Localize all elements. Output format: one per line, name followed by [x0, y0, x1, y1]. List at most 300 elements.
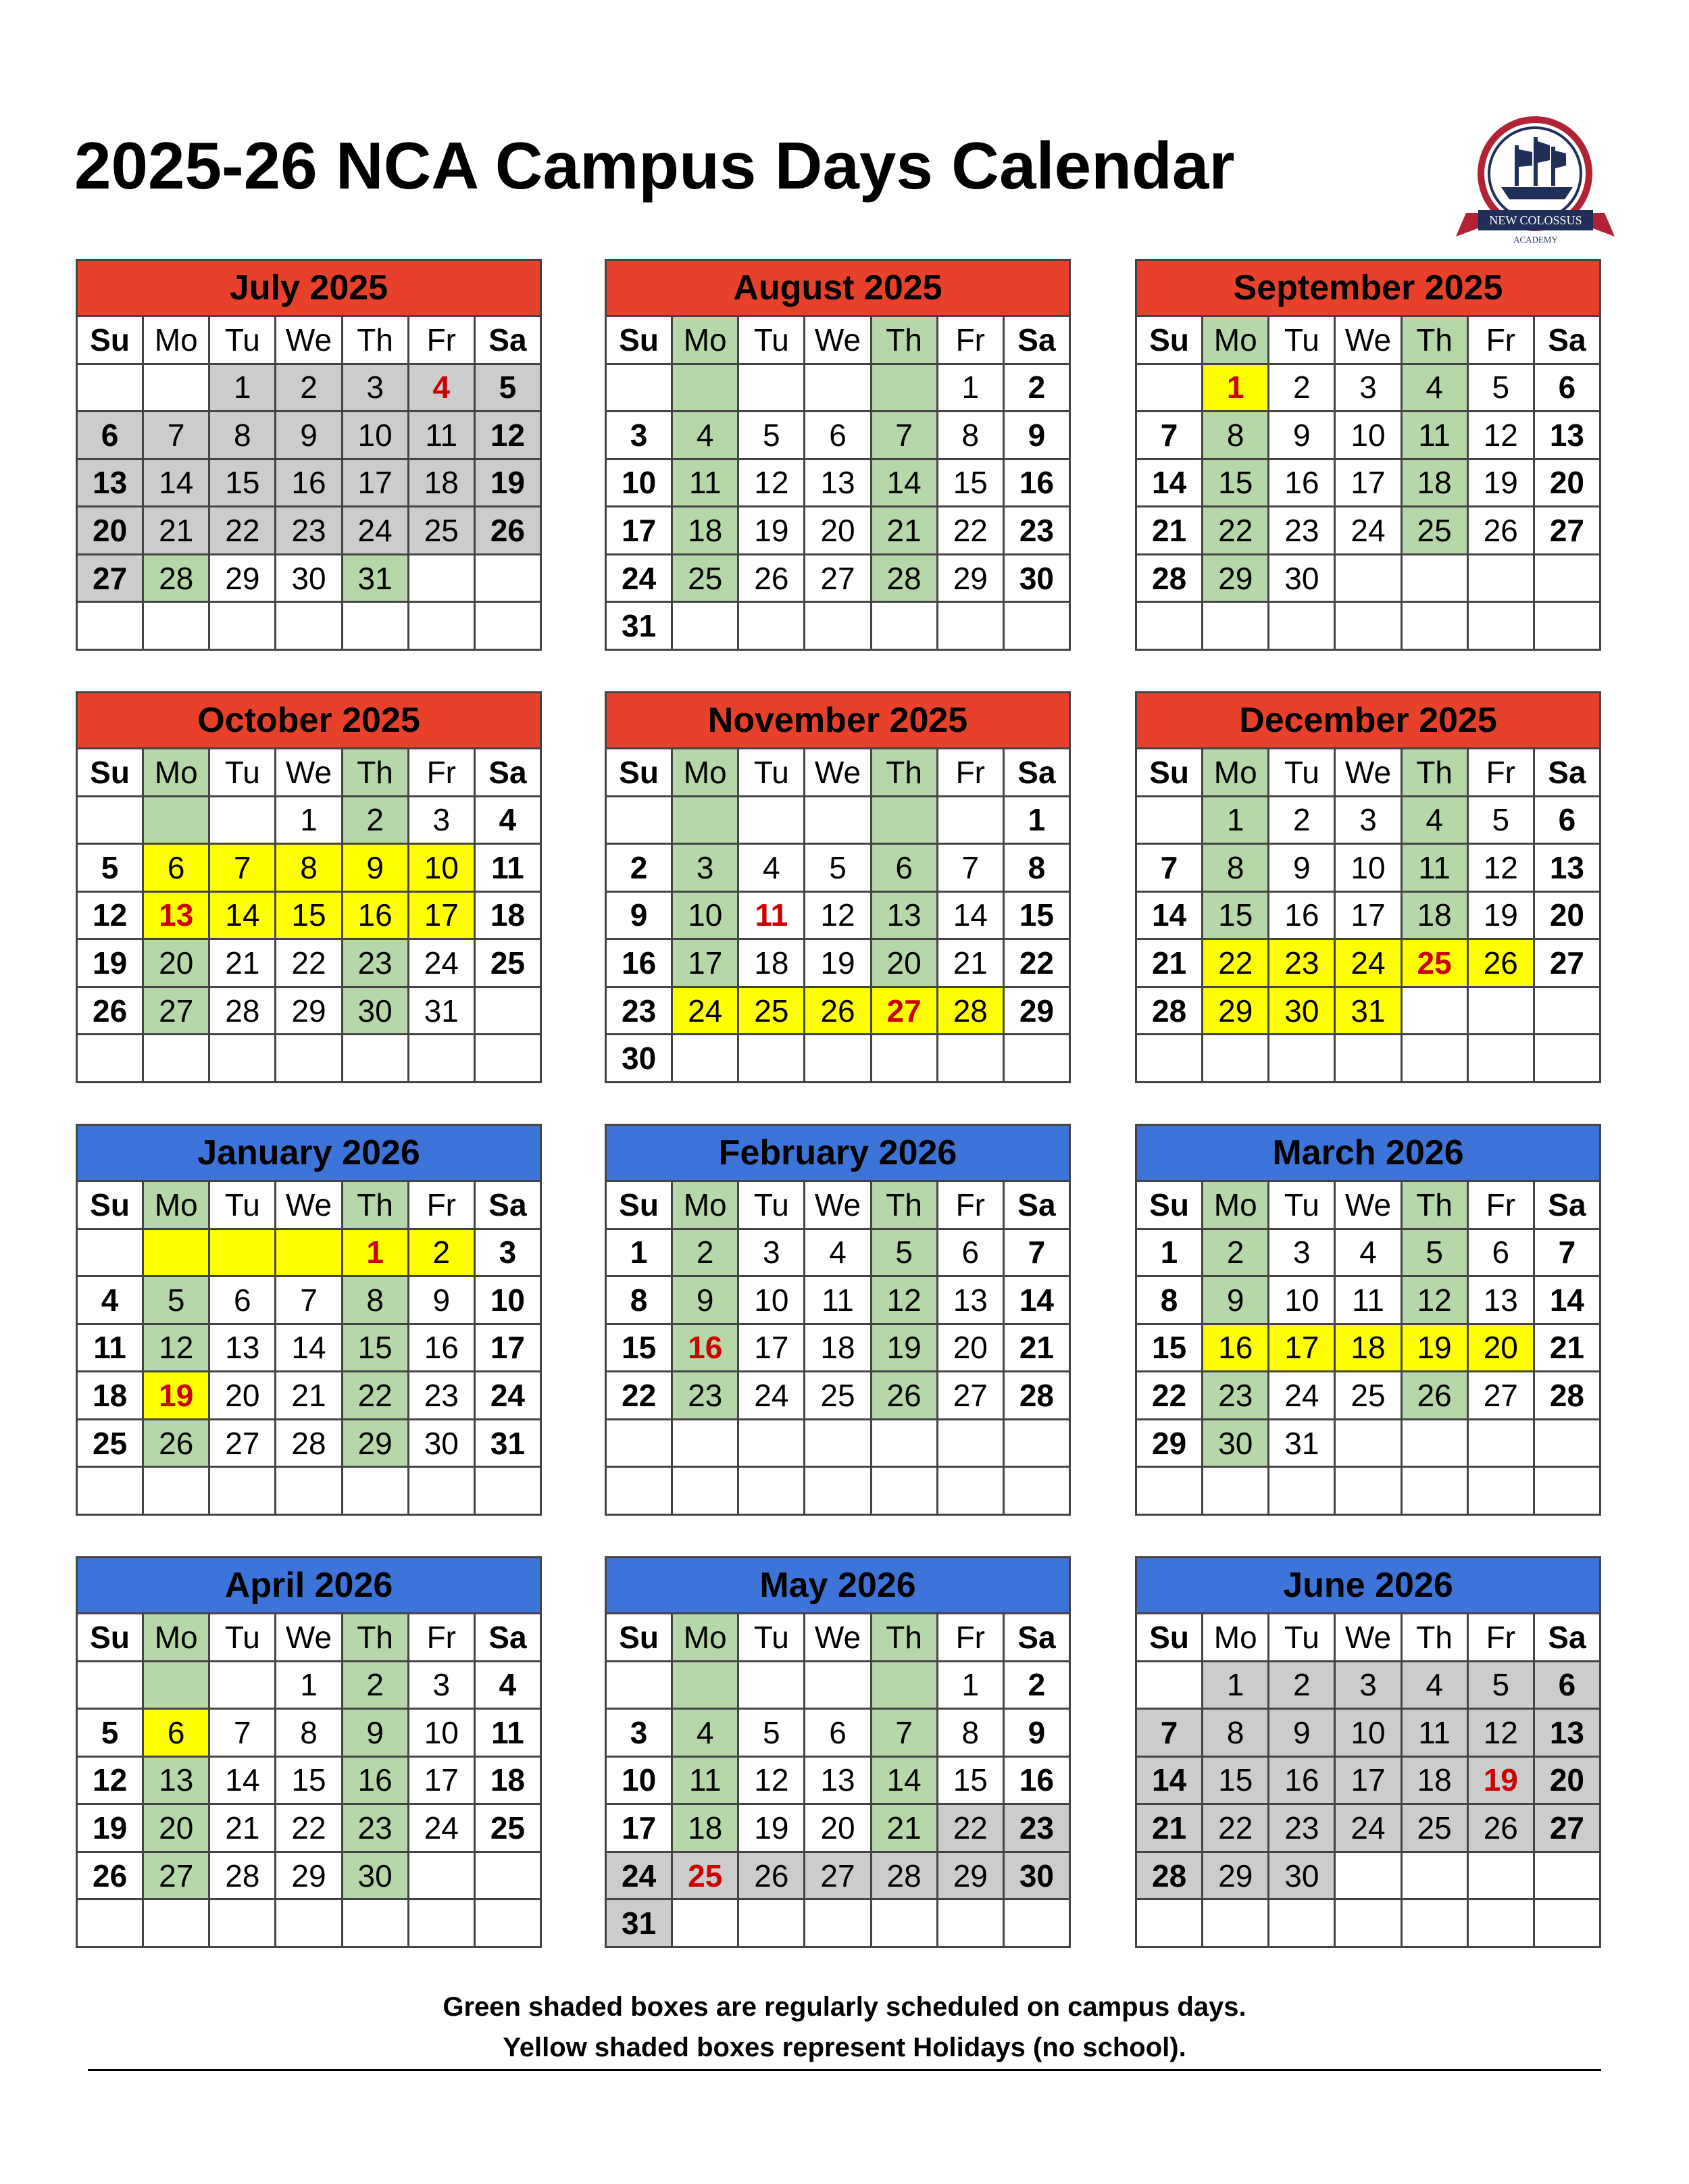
- empty-cell: [1137, 603, 1201, 649]
- empty-cell: [1469, 1420, 1533, 1466]
- day-cell: 26: [872, 1372, 936, 1418]
- day-cell: 6: [1469, 1230, 1533, 1276]
- weekday-header: Su: [1137, 1182, 1201, 1228]
- empty-cell: [872, 1900, 936, 1946]
- weekday-header: Th: [343, 749, 407, 795]
- day-cell: 13: [144, 1758, 208, 1804]
- day-cell: 15: [1137, 1325, 1201, 1371]
- weekday-header: Sa: [476, 317, 540, 363]
- empty-cell: [1269, 1035, 1334, 1081]
- weekday-header: Tu: [739, 749, 803, 795]
- weekday-header: Sa: [1535, 1614, 1599, 1660]
- day-cell: 4: [739, 845, 803, 891]
- day-cell: 21: [872, 1805, 936, 1851]
- day-cell: 24: [409, 940, 474, 986]
- empty-cell: [210, 1900, 274, 1946]
- empty-cell: [1203, 1035, 1267, 1081]
- day-cell: 20: [938, 1325, 1003, 1371]
- day-cell: 23: [1005, 507, 1069, 553]
- empty-cell: [144, 365, 208, 411]
- day-cell: 12: [805, 893, 869, 939]
- weekday-header: We: [276, 749, 341, 795]
- day-cell: 22: [1137, 1372, 1201, 1418]
- day-cell: 13: [1469, 1277, 1533, 1323]
- day-cell: 27: [1535, 940, 1599, 986]
- day-cell: 13: [1535, 412, 1599, 458]
- day-cell: 14: [1005, 1277, 1069, 1323]
- day-cell: 24: [1269, 1372, 1334, 1418]
- day-cell: 7: [276, 1277, 341, 1323]
- day-cell: 19: [739, 507, 803, 553]
- weekday-header: Su: [1137, 317, 1201, 363]
- day-cell: 2: [1269, 365, 1334, 411]
- day-cell: 15: [276, 893, 341, 939]
- weekday-header: Tu: [210, 749, 274, 795]
- day-cell: 27: [144, 1853, 208, 1899]
- day-cell: 6: [78, 412, 142, 458]
- empty-cell: [144, 1035, 208, 1081]
- day-cell: 28: [210, 988, 274, 1034]
- day-cell: 23: [1269, 507, 1334, 553]
- school-logo: [1453, 111, 1618, 257]
- day-cell: 18: [78, 1372, 142, 1418]
- day-cell: 1: [1203, 365, 1267, 411]
- day-cell: 29: [210, 555, 274, 601]
- day-cell: 5: [1469, 1662, 1533, 1708]
- empty-cell: [144, 1900, 208, 1946]
- day-cell: 14: [1137, 893, 1201, 939]
- empty-cell: [144, 603, 208, 649]
- empty-cell: [144, 1230, 208, 1276]
- day-cell: 19: [872, 1325, 936, 1371]
- day-cell: 10: [607, 1758, 671, 1804]
- weekday-header: We: [1336, 749, 1400, 795]
- empty-cell: [938, 797, 1003, 843]
- month-title: August 2025: [607, 261, 1069, 315]
- day-cell: 1: [1203, 797, 1267, 843]
- empty-cell: [1535, 988, 1599, 1034]
- day-cell: 26: [78, 1853, 142, 1899]
- weekday-header: Fr: [1469, 317, 1533, 363]
- day-cell: 12: [476, 412, 540, 458]
- day-cell: 18: [476, 1758, 540, 1804]
- month-october-2025: [76, 691, 542, 1083]
- day-cell: 10: [1336, 845, 1400, 891]
- day-cell: 23: [1269, 1805, 1334, 1851]
- day-cell: 24: [607, 1853, 671, 1899]
- day-cell: 20: [805, 507, 869, 553]
- day-cell: 25: [673, 555, 737, 601]
- empty-cell: [1005, 1468, 1069, 1514]
- day-cell: 10: [1269, 1277, 1334, 1323]
- weekday-header: Th: [1403, 1182, 1467, 1228]
- empty-cell: [1469, 988, 1533, 1034]
- empty-cell: [476, 988, 540, 1034]
- empty-cell: [276, 1900, 341, 1946]
- empty-cell: [1203, 1468, 1267, 1514]
- day-cell: 7: [210, 845, 274, 891]
- day-cell: 24: [739, 1372, 803, 1418]
- weekday-header: Sa: [1005, 749, 1069, 795]
- weekday-header: Mo: [673, 749, 737, 795]
- empty-cell: [78, 1035, 142, 1081]
- day-cell: 3: [739, 1230, 803, 1276]
- day-cell: 12: [872, 1277, 936, 1323]
- day-cell: 20: [872, 940, 936, 986]
- empty-cell: [210, 603, 274, 649]
- day-cell: 27: [210, 1420, 274, 1466]
- weekday-header: Mo: [1203, 317, 1267, 363]
- day-cell: 3: [1269, 1230, 1334, 1276]
- day-cell: 5: [1403, 1230, 1467, 1276]
- day-cell: 27: [938, 1372, 1003, 1418]
- day-cell: 4: [409, 365, 474, 411]
- weekday-header: Su: [607, 1182, 671, 1228]
- day-cell: 13: [1535, 1710, 1599, 1756]
- day-cell: 6: [210, 1277, 274, 1323]
- weekday-header: Tu: [739, 317, 803, 363]
- weekday-header: Fr: [1469, 1614, 1533, 1660]
- empty-cell: [805, 1662, 869, 1708]
- empty-cell: [673, 797, 737, 843]
- day-cell: 19: [1469, 893, 1533, 939]
- day-cell: 29: [1203, 555, 1267, 601]
- day-cell: 17: [1336, 1758, 1400, 1804]
- weekday-header: Sa: [1005, 1614, 1069, 1660]
- weekday-header: Su: [1137, 1614, 1201, 1660]
- day-cell: 21: [1137, 940, 1201, 986]
- day-cell: 2: [1269, 797, 1334, 843]
- day-cell: 5: [805, 845, 869, 891]
- empty-cell: [409, 1035, 474, 1081]
- empty-cell: [739, 603, 803, 649]
- day-cell: 4: [1403, 797, 1467, 843]
- day-cell: 15: [276, 1758, 341, 1804]
- day-cell: 24: [343, 507, 407, 553]
- weekday-header: Mo: [144, 1182, 208, 1228]
- day-cell: 8: [276, 1710, 341, 1756]
- day-cell: 5: [1469, 365, 1533, 411]
- day-cell: 28: [1137, 555, 1201, 601]
- empty-cell: [1403, 1420, 1467, 1466]
- weekday-header: Fr: [938, 1182, 1003, 1228]
- day-cell: 16: [343, 1758, 407, 1804]
- empty-cell: [607, 1420, 671, 1466]
- day-cell: 4: [673, 412, 737, 458]
- empty-cell: [1336, 1035, 1400, 1081]
- day-cell: 30: [1005, 1853, 1069, 1899]
- month-title: June 2026: [1137, 1558, 1599, 1612]
- empty-cell: [1535, 1853, 1599, 1899]
- empty-cell: [409, 1468, 474, 1514]
- empty-cell: [1535, 1900, 1599, 1946]
- day-cell: 11: [1336, 1277, 1400, 1323]
- day-cell: 7: [872, 412, 936, 458]
- divider: [88, 2069, 1601, 2071]
- empty-cell: [1203, 1900, 1267, 1946]
- month-november-2025: [605, 691, 1071, 1083]
- day-cell: 11: [673, 460, 737, 506]
- day-cell: 25: [805, 1372, 869, 1418]
- empty-cell: [607, 365, 671, 411]
- day-cell: 26: [805, 988, 869, 1034]
- month-june-2026: [1135, 1556, 1601, 1948]
- empty-cell: [78, 1468, 142, 1514]
- empty-cell: [1403, 603, 1467, 649]
- day-cell: 29: [343, 1420, 407, 1466]
- day-cell: 18: [409, 460, 474, 506]
- day-cell: 6: [144, 845, 208, 891]
- day-cell: 20: [1535, 893, 1599, 939]
- day-cell: 30: [276, 555, 341, 601]
- day-cell: 23: [343, 1805, 407, 1851]
- empty-cell: [938, 1900, 1003, 1946]
- day-cell: 1: [607, 1230, 671, 1276]
- empty-cell: [1336, 555, 1400, 601]
- empty-cell: [1535, 555, 1599, 601]
- day-cell: 16: [1269, 893, 1334, 939]
- day-cell: 4: [673, 1710, 737, 1756]
- day-cell: 5: [476, 365, 540, 411]
- month-title: March 2026: [1137, 1126, 1599, 1180]
- day-cell: 29: [1005, 988, 1069, 1034]
- day-cell: 9: [1269, 1710, 1334, 1756]
- empty-cell: [1336, 1468, 1400, 1514]
- day-cell: 9: [1005, 1710, 1069, 1756]
- day-cell: 20: [1469, 1325, 1533, 1371]
- day-cell: 11: [1403, 412, 1467, 458]
- day-cell: 5: [78, 845, 142, 891]
- month-title: September 2025: [1137, 261, 1599, 315]
- day-cell: 26: [1469, 940, 1533, 986]
- day-cell: 12: [1469, 845, 1533, 891]
- day-cell: 24: [476, 1372, 540, 1418]
- day-cell: 24: [409, 1805, 474, 1851]
- day-cell: 15: [343, 1325, 407, 1371]
- day-cell: 1: [343, 1230, 407, 1276]
- day-cell: 20: [1535, 1758, 1599, 1804]
- empty-cell: [78, 1900, 142, 1946]
- day-cell: 22: [1203, 507, 1267, 553]
- day-cell: 5: [739, 412, 803, 458]
- day-cell: 12: [1469, 1710, 1533, 1756]
- day-cell: 26: [739, 1853, 803, 1899]
- day-cell: 28: [1535, 1372, 1599, 1418]
- day-cell: 3: [343, 365, 407, 411]
- day-cell: 3: [1336, 365, 1400, 411]
- empty-cell: [276, 1468, 341, 1514]
- day-cell: 27: [805, 1853, 869, 1899]
- day-cell: 30: [607, 1035, 671, 1081]
- day-cell: 14: [210, 893, 274, 939]
- day-cell: 10: [409, 845, 474, 891]
- day-cell: 31: [1269, 1420, 1334, 1466]
- day-cell: 19: [1403, 1325, 1467, 1371]
- day-cell: 23: [1269, 940, 1334, 986]
- day-cell: 2: [607, 845, 671, 891]
- day-cell: 25: [78, 1420, 142, 1466]
- day-cell: 13: [144, 893, 208, 939]
- empty-cell: [78, 603, 142, 649]
- day-cell: 17: [343, 460, 407, 506]
- empty-cell: [343, 1468, 407, 1514]
- weekday-header: Sa: [1005, 317, 1069, 363]
- empty-cell: [805, 1468, 869, 1514]
- day-cell: 23: [673, 1372, 737, 1418]
- empty-cell: [1269, 1468, 1334, 1514]
- day-cell: 17: [673, 940, 737, 986]
- day-cell: 3: [1336, 1662, 1400, 1708]
- empty-cell: [78, 1662, 142, 1708]
- day-cell: 14: [144, 460, 208, 506]
- day-cell: 2: [276, 365, 341, 411]
- day-cell: 27: [144, 988, 208, 1034]
- month-august-2025: [605, 259, 1071, 651]
- empty-cell: [872, 603, 936, 649]
- day-cell: 15: [938, 460, 1003, 506]
- day-cell: 7: [1137, 845, 1201, 891]
- day-cell: 19: [805, 940, 869, 986]
- day-cell: 28: [872, 1853, 936, 1899]
- day-cell: 12: [78, 1758, 142, 1804]
- day-cell: 5: [144, 1277, 208, 1323]
- day-cell: 27: [1535, 1805, 1599, 1851]
- day-cell: 22: [1203, 1805, 1267, 1851]
- weekday-header: Tu: [1269, 1614, 1334, 1660]
- day-cell: 12: [1403, 1277, 1467, 1323]
- empty-cell: [1469, 603, 1533, 649]
- day-cell: 13: [805, 460, 869, 506]
- day-cell: 30: [1203, 1420, 1267, 1466]
- day-cell: 29: [938, 555, 1003, 601]
- day-cell: 26: [1469, 507, 1533, 553]
- weekday-header: We: [276, 1614, 341, 1660]
- day-cell: 18: [673, 1805, 737, 1851]
- day-cell: 21: [872, 507, 936, 553]
- weekday-header: Th: [872, 1182, 936, 1228]
- empty-cell: [210, 1468, 274, 1514]
- day-cell: 3: [607, 412, 671, 458]
- day-cell: 25: [1403, 1805, 1467, 1851]
- page-title: 2025-26 NCA Campus Days Calendar: [74, 128, 1235, 203]
- empty-cell: [343, 603, 407, 649]
- day-cell: 8: [938, 412, 1003, 458]
- day-cell: 12: [144, 1325, 208, 1371]
- day-cell: 22: [276, 940, 341, 986]
- day-cell: 12: [1469, 412, 1533, 458]
- day-cell: 7: [1535, 1230, 1599, 1276]
- empty-cell: [210, 1662, 274, 1708]
- day-cell: 3: [409, 1662, 474, 1708]
- empty-cell: [805, 1900, 869, 1946]
- day-cell: 5: [78, 1710, 142, 1756]
- empty-cell: [1005, 1900, 1069, 1946]
- day-cell: 28: [210, 1853, 274, 1899]
- day-cell: 8: [938, 1710, 1003, 1756]
- empty-cell: [1005, 1035, 1069, 1081]
- day-cell: 3: [1336, 797, 1400, 843]
- day-cell: 10: [1336, 1710, 1400, 1756]
- empty-cell: [476, 1035, 540, 1081]
- weekday-header: Th: [1403, 1614, 1467, 1660]
- month-july-2025: [76, 259, 542, 651]
- weekday-header: Tu: [210, 317, 274, 363]
- weekday-header: Mo: [144, 317, 208, 363]
- day-cell: 6: [805, 1710, 869, 1756]
- empty-cell: [805, 365, 869, 411]
- day-cell: 19: [78, 1805, 142, 1851]
- empty-cell: [144, 1468, 208, 1514]
- weekday-header: Sa: [476, 1614, 540, 1660]
- day-cell: 24: [1336, 507, 1400, 553]
- weekday-header: Fr: [1469, 1182, 1533, 1228]
- empty-cell: [1403, 988, 1467, 1034]
- day-cell: 6: [805, 412, 869, 458]
- day-cell: 14: [938, 893, 1003, 939]
- day-cell: 25: [739, 988, 803, 1034]
- day-cell: 22: [607, 1372, 671, 1418]
- weekday-header: Mo: [673, 1614, 737, 1660]
- day-cell: 1: [1005, 797, 1069, 843]
- month-september-2025: [1135, 259, 1601, 651]
- empty-cell: [343, 1035, 407, 1081]
- day-cell: 19: [1469, 1758, 1533, 1804]
- day-cell: 4: [476, 797, 540, 843]
- empty-cell: [476, 603, 540, 649]
- weekday-header: Mo: [144, 749, 208, 795]
- month-title: December 2025: [1137, 693, 1599, 747]
- weekday-header: Th: [1403, 749, 1467, 795]
- day-cell: 4: [78, 1277, 142, 1323]
- day-cell: 15: [1005, 893, 1069, 939]
- weekday-header: Sa: [1005, 1182, 1069, 1228]
- day-cell: 13: [210, 1325, 274, 1371]
- weekday-header: Mo: [1203, 1182, 1267, 1228]
- day-cell: 8: [343, 1277, 407, 1323]
- day-cell: 25: [673, 1853, 737, 1899]
- empty-cell: [1269, 603, 1334, 649]
- day-cell: 9: [607, 893, 671, 939]
- weekday-header: Sa: [476, 749, 540, 795]
- weekday-header: Th: [343, 1182, 407, 1228]
- empty-cell: [1469, 1853, 1533, 1899]
- day-cell: 17: [409, 1758, 474, 1804]
- day-cell: 10: [343, 412, 407, 458]
- weekday-header: We: [1336, 1614, 1400, 1660]
- day-cell: 13: [938, 1277, 1003, 1323]
- empty-cell: [1469, 1900, 1533, 1946]
- day-cell: 24: [1336, 1805, 1400, 1851]
- weekday-header: Fr: [938, 1614, 1003, 1660]
- day-cell: 16: [607, 940, 671, 986]
- day-cell: 30: [1269, 1853, 1334, 1899]
- empty-cell: [78, 797, 142, 843]
- legend-line-green: Green shaded boxes are regularly scheduled on campus days.: [443, 1992, 1246, 2022]
- empty-cell: [673, 1420, 737, 1466]
- day-cell: 22: [938, 1805, 1003, 1851]
- day-cell: 26: [739, 555, 803, 601]
- svg-text:ACADEMY: ACADEMY: [1513, 234, 1558, 245]
- day-cell: 30: [343, 1853, 407, 1899]
- weekday-header: Mo: [673, 1182, 737, 1228]
- day-cell: 21: [1137, 507, 1201, 553]
- weekday-header: We: [805, 749, 869, 795]
- day-cell: 23: [409, 1372, 474, 1418]
- empty-cell: [409, 603, 474, 649]
- day-cell: 7: [938, 845, 1003, 891]
- empty-cell: [938, 603, 1003, 649]
- day-cell: 31: [607, 1900, 671, 1946]
